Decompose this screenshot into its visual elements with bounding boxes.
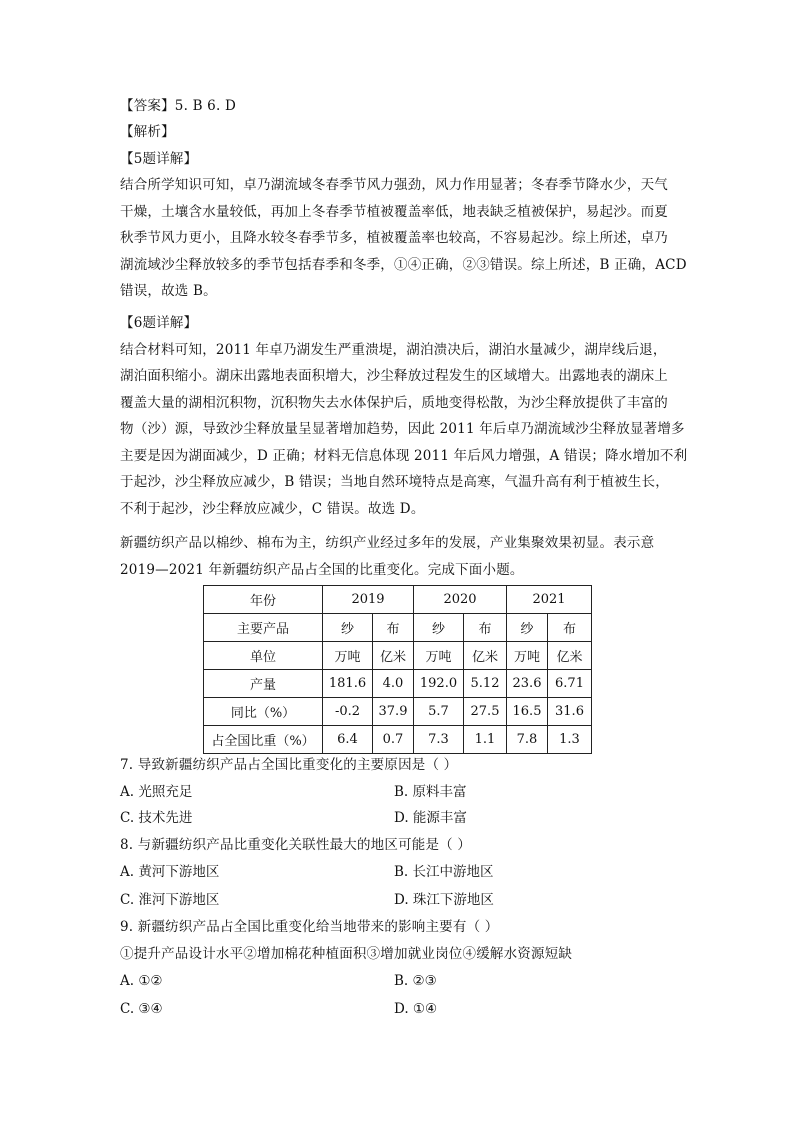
question-7-option-a[interactable]: A. 光照充足 — [120, 784, 193, 800]
table-cell: 16.5 — [507, 698, 548, 726]
table-cell: 万吨 — [323, 642, 373, 670]
answer-line: 【答案】5. B 6. D — [120, 98, 236, 114]
q6-text-line: 于起沙，沙尘释放应减少，B 错误；当地自然环境特点是高寒，气温升高有利于植被生长， — [120, 474, 669, 490]
question-8-option-c[interactable]: C. 淮河下游地区 — [120, 892, 220, 908]
table-cell: 7.8 — [507, 726, 548, 754]
question-7-option-d[interactable]: D. 能源丰富 — [394, 810, 467, 826]
table-cell: 5.12 — [464, 670, 507, 698]
intro-text-line: 新疆纺织产品以棉纱、棉布为主，纺织产业经过多年的发展，产业集聚效果初显。表示意 — [120, 535, 655, 551]
q5-text-line: 秋季节风力更小，且降水较冬春季节多，植被覆盖率也较高，不容易起沙。综上所述，卓乃 — [120, 230, 668, 246]
question-9-option-a[interactable]: A. ①② — [120, 973, 163, 989]
q5-text-line: 干燥，土壤含水量较低，再加上冬春季节植被覆盖率低，地表缺乏植被保护，易起沙。而夏 — [120, 204, 668, 220]
table-cell: 万吨 — [414, 642, 464, 670]
table-cell: 亿米 — [464, 642, 507, 670]
table-cell: 亿米 — [373, 642, 414, 670]
question-9-statements: ①提升产品设计水平②增加棉花种植面积③增加就业岗位④缓解水资源短缺 — [120, 946, 573, 962]
q5-text-line: 结合所学知识可知，卓乃湖流域冬春季节风力强劲，风力作用显著；冬春季节降水少，天气 — [120, 177, 668, 193]
table-cell: 31.6 — [548, 698, 592, 726]
q5-text-line: 错误，故选 B。 — [120, 283, 217, 299]
table-cell: 主要产品 — [204, 614, 323, 642]
table-cell: 纱 — [507, 614, 548, 642]
q6-text-line: 主要是因为湖面减少，D 正确；材料无信息体现 2011 年后风力增强，A 错误；降水增加不利 — [120, 448, 688, 464]
q6-text-line: 不利于起沙，沙尘释放应减少，C 错误。故选 D。 — [120, 501, 425, 517]
table-row — [204, 698, 592, 726]
table-cell: 1.1 — [464, 726, 507, 754]
table-cell: 23.6 — [507, 670, 548, 698]
table-cell: 4.0 — [373, 670, 414, 698]
q5-heading: 【5题详解】 — [120, 151, 198, 167]
table-row — [204, 614, 592, 642]
table-cell: 产量 — [204, 670, 323, 698]
table-cell: 亿米 — [548, 642, 592, 670]
q5-text-line: 湖流域沙尘释放较多的季节包括春季和冬季，①④正确，②③错误。综上所述，B 正确，ACD — [120, 257, 687, 273]
question-8-stem: 8. 与新疆纺织产品比重变化关联性最大的地区可能是（ ） — [120, 837, 472, 853]
table-cell: 37.9 — [373, 698, 414, 726]
table-row — [204, 670, 592, 698]
table-cell: 纱 — [414, 614, 464, 642]
question-7-stem: 7. 导致新疆纺织产品占全国比重变化的主要原因是（ ） — [120, 757, 458, 773]
table-header-cell: 年份 — [204, 586, 323, 614]
table-cell: -0.2 — [323, 698, 373, 726]
table-cell: 181.6 — [323, 670, 373, 698]
table-header-cell: 2020 — [414, 586, 507, 614]
question-9-option-c[interactable]: C. ③④ — [120, 1001, 163, 1017]
question-7-option-c[interactable]: C. 技术先进 — [120, 810, 193, 826]
table-cell: 6.71 — [548, 670, 592, 698]
table-cell: 0.7 — [373, 726, 414, 754]
table-cell: 27.5 — [464, 698, 507, 726]
question-7-option-b[interactable]: B. 原料丰富 — [394, 784, 467, 800]
table-header-cell: 2021 — [507, 586, 592, 614]
table-cell: 单位 — [204, 642, 323, 670]
table-cell: 万吨 — [507, 642, 548, 670]
question-8-option-b[interactable]: B. 长江中游地区 — [394, 864, 494, 880]
question-9-option-b[interactable]: B. ②③ — [394, 973, 437, 989]
table-header-cell: 2019 — [323, 586, 414, 614]
table-cell: 192.0 — [414, 670, 464, 698]
textile-data-table — [203, 585, 592, 754]
table-cell: 布 — [548, 614, 592, 642]
q6-text-line: 结合材料可知，2011 年卓乃湖发生严重溃堤，湖泊溃决后，湖泊水量减少，湖岸线后退， — [120, 342, 667, 358]
analysis-heading: 【解析】 — [120, 124, 175, 140]
table-cell: 纱 — [323, 614, 373, 642]
question-9-option-d[interactable]: D. ①④ — [394, 1001, 438, 1017]
table-row — [204, 586, 592, 614]
question-8-option-d[interactable]: D. 珠江下游地区 — [394, 892, 494, 908]
q6-heading: 【6题详解】 — [120, 315, 198, 331]
intro-text-line: 2019—2021 年新疆纺织产品占全国的比重变化。完成下面小题。 — [120, 562, 524, 578]
table-cell: 同比（%） — [204, 698, 323, 726]
table-row — [204, 642, 592, 670]
table-cell: 布 — [373, 614, 414, 642]
table-cell: 7.3 — [414, 726, 464, 754]
question-8-option-a[interactable]: A. 黄河下游地区 — [120, 864, 220, 880]
question-9-stem: 9. 新疆纺织产品占全国比重变化给当地带来的影响主要有（ ） — [120, 919, 499, 935]
q6-text-line: 物（沙）源，导致沙尘释放量呈显著增加趋势，因此 2011 年后卓乃湖流域沙尘释放显著增多 — [120, 421, 685, 437]
q6-text-line: 覆盖大量的湖相沉积物，沉积物失去水体保护后，质地变得松散，为沙尘释放提供了丰富的 — [120, 395, 668, 411]
table-row — [204, 726, 592, 754]
table-cell: 5.7 — [414, 698, 464, 726]
table-cell: 6.4 — [323, 726, 373, 754]
q6-text-line: 湖泊面积缩小。湖床出露地表面积增大，沙尘释放过程发生的区域增大。出露地表的湖床上 — [120, 368, 668, 384]
table-cell: 1.3 — [548, 726, 592, 754]
table-cell: 占全国比重（%） — [204, 726, 323, 754]
table-cell: 布 — [464, 614, 507, 642]
